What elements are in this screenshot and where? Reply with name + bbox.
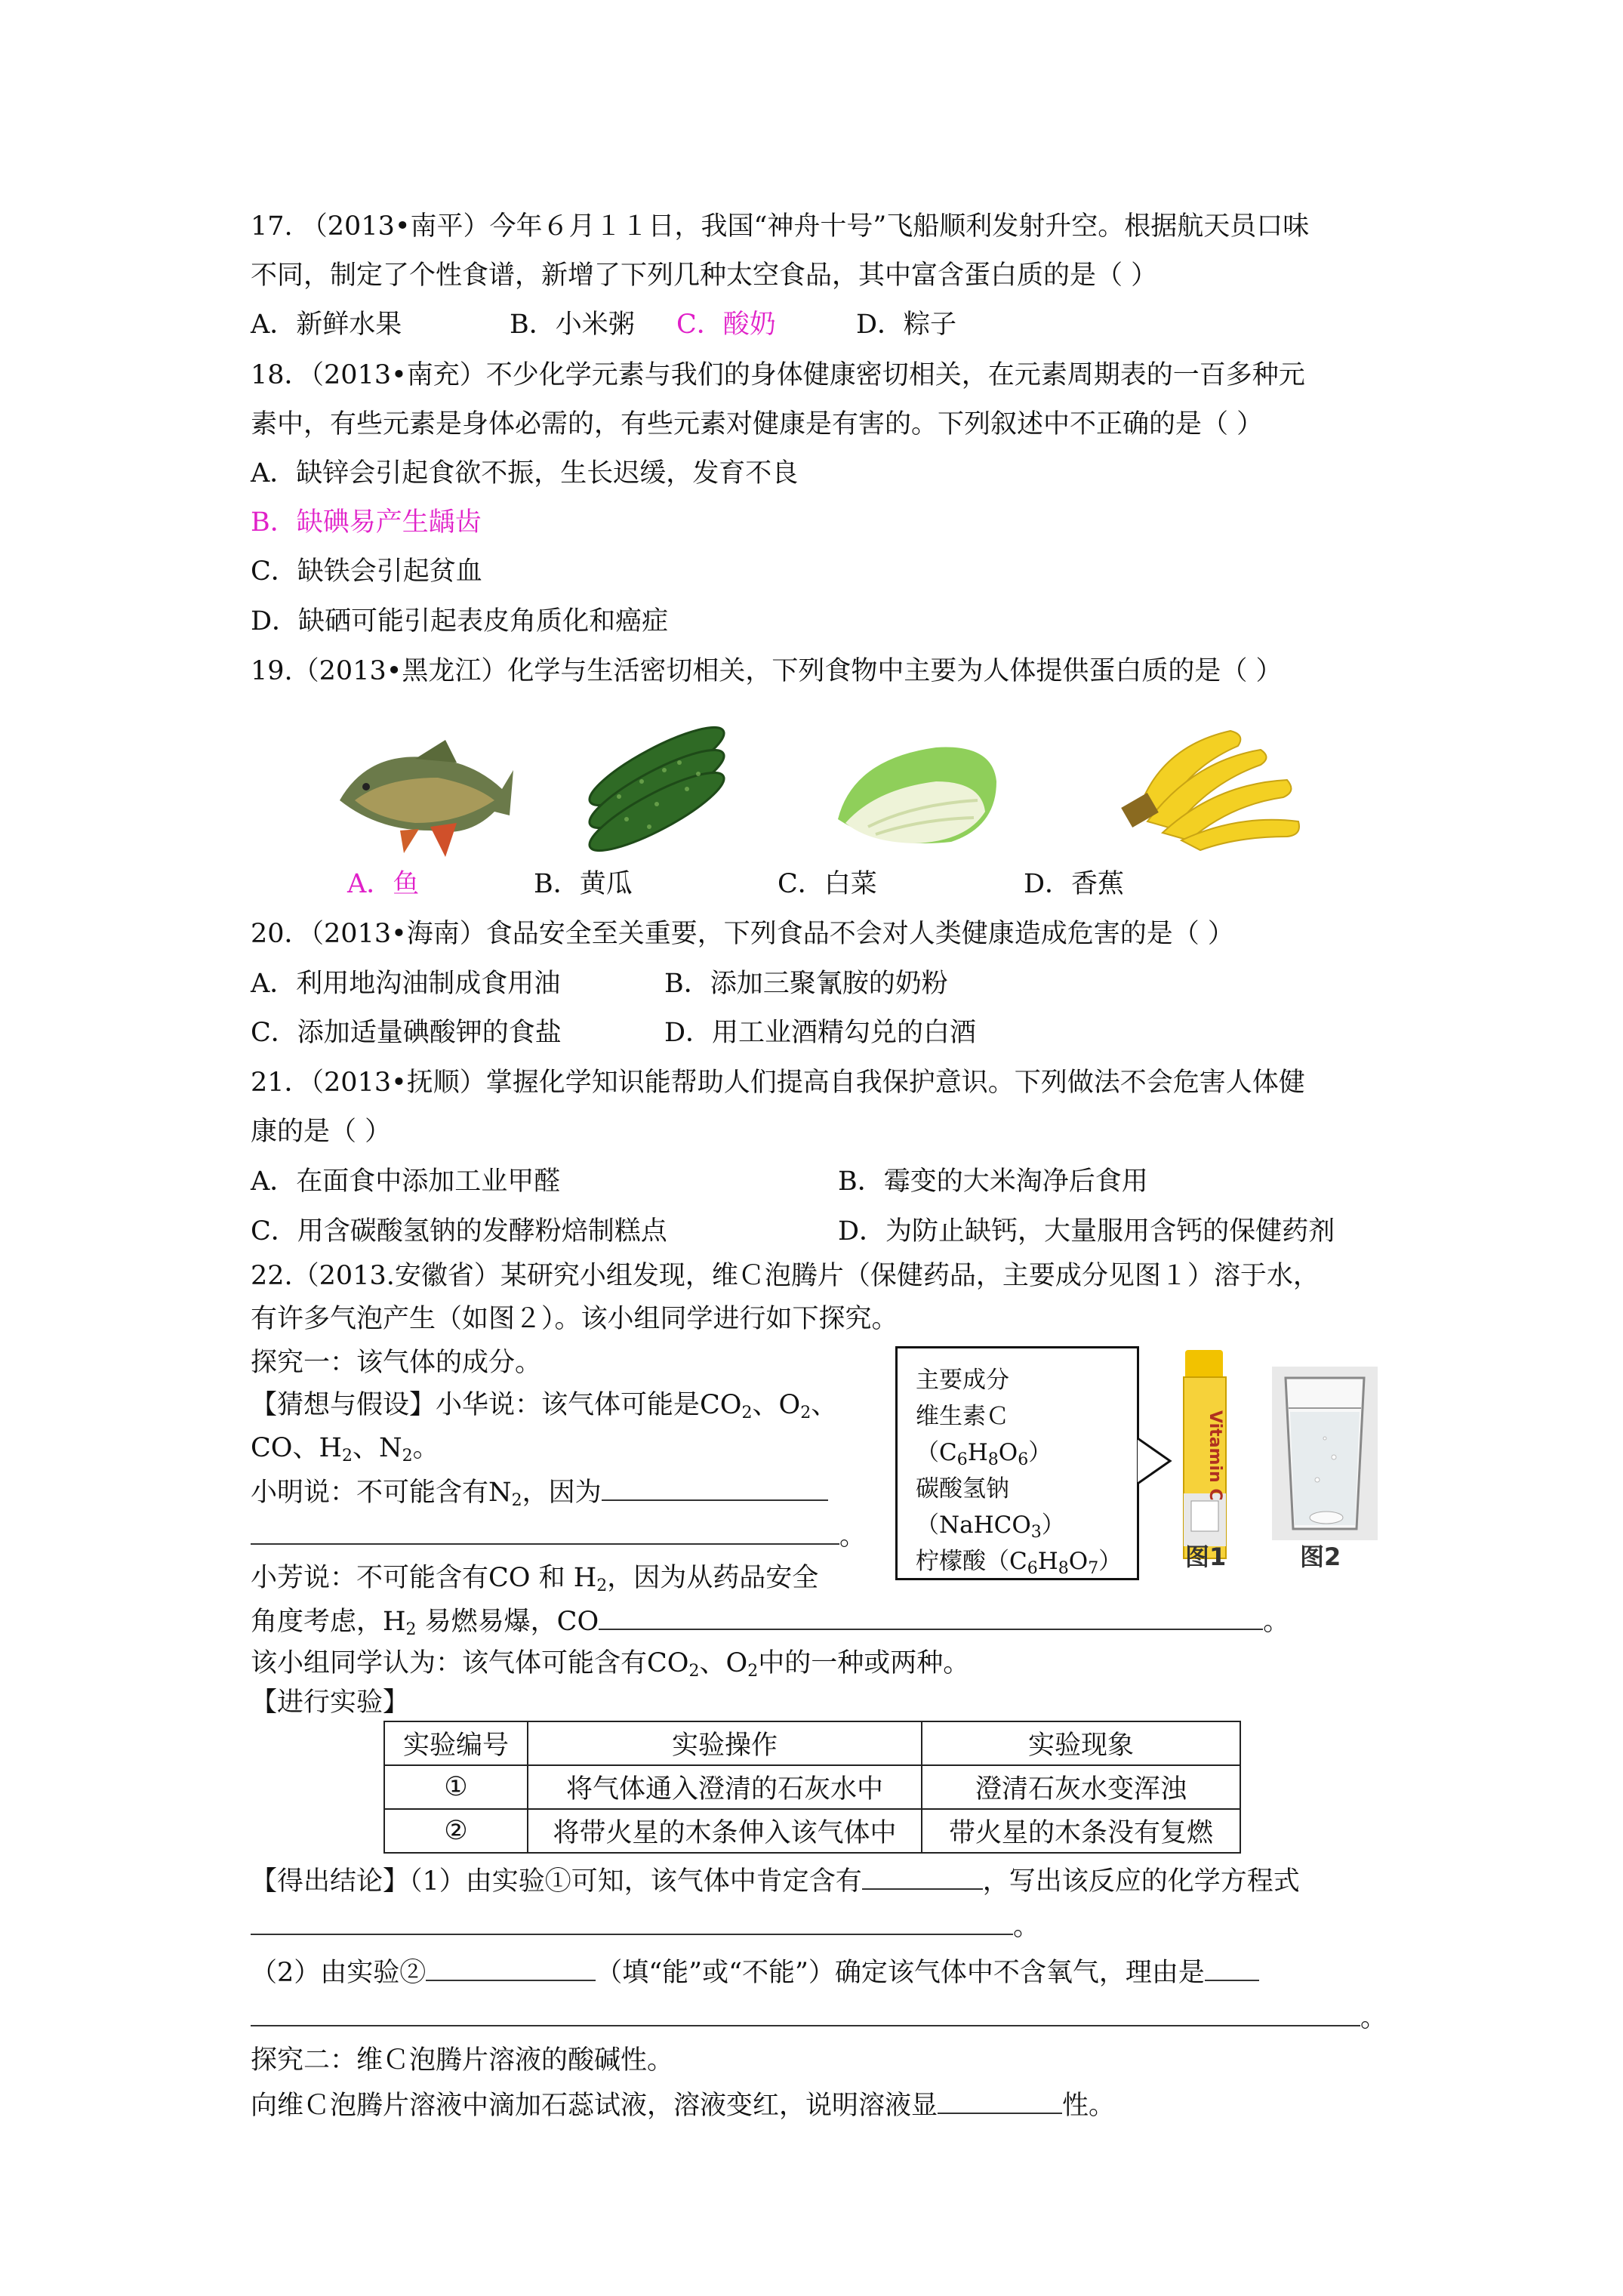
- q20-option-d[interactable]: D．用工业酒精勾兑的白酒: [664, 1018, 977, 1048]
- flammable-text: 易燃易爆，CO: [416, 1607, 599, 1637]
- h2-text: H: [573, 1563, 597, 1593]
- group-end-text: 中的一种或两种。: [758, 1648, 970, 1678]
- o2-text: O: [725, 1648, 748, 1678]
- conclusion-2-mid: （填“能”或“不能”）确定该气体中不含氧气，理由是: [596, 1958, 1205, 1988]
- cit-h: H: [1037, 1548, 1058, 1575]
- q19-option-c[interactable]: C．白菜: [778, 869, 877, 899]
- period: 。: [412, 1433, 439, 1463]
- conclusion-line2: [251, 1954, 1259, 1990]
- angle-line: [251, 1603, 1289, 1639]
- acidity-blank[interactable]: [938, 2087, 1062, 2114]
- period: 。: [1263, 1607, 1290, 1637]
- nahco3-sub: 3: [1030, 1523, 1042, 1542]
- q19-option-b[interactable]: B．黄瓜: [534, 869, 633, 899]
- table-cell: ②: [384, 1809, 528, 1853]
- n2-text: N: [379, 1433, 402, 1463]
- vitamin-c-tube-image: [1169, 1350, 1240, 1569]
- vc-sub: 6: [1018, 1450, 1029, 1469]
- cabbage-image: [823, 729, 1004, 853]
- cit-sub: 8: [1058, 1559, 1069, 1578]
- comma: 、: [699, 1648, 726, 1678]
- litmus-text: 向维Ｃ泡腾片溶液中滴加石蕊试液，溶液变红，说明溶液显: [251, 2091, 938, 2121]
- table-cell: 将气体通入澄清的石灰水中: [528, 1765, 922, 1809]
- litmus-end: 性。: [1062, 2091, 1116, 2121]
- equation-line: [251, 1908, 1039, 1944]
- hypothesis-line2: [251, 1431, 439, 1465]
- figure-2-label: 图2: [1300, 1542, 1341, 1571]
- co2-subscript: 2: [741, 1404, 753, 1422]
- table-header-row: [384, 1721, 1240, 1765]
- sodium-bicarbonate-formula: 碳酸氢钠（NaHCO$_3$）: [916, 1475, 1065, 1542]
- ming-text: 小明说：不可能含有: [251, 1478, 489, 1508]
- gas-blank[interactable]: [862, 1863, 983, 1890]
- q20-option-a[interactable]: A．利用地沟油制成食用油: [251, 969, 561, 999]
- cit-sub: 7: [1088, 1559, 1099, 1578]
- h2-subscript: 2: [596, 1576, 608, 1595]
- q21-option-a[interactable]: A．在面食中添加工业甲醛: [251, 1166, 561, 1197]
- q18-option-d[interactable]: D．缺硒可能引起表皮角质化和癌症: [251, 606, 669, 636]
- o2-subscript: 2: [747, 1662, 759, 1681]
- q18-option-a[interactable]: A．缺锌会引起食欲不振，生长迟缓，发育不良: [251, 458, 799, 488]
- experiment-table: [383, 1721, 1241, 1854]
- vc-h: H: [967, 1439, 988, 1466]
- comma: 、: [811, 1390, 838, 1420]
- conclusion-2-text: （2）由实验②: [251, 1958, 427, 1988]
- q21-stem-line1: 21．（2013•抚顺）掌握化学知识能帮助人们提高自我保护意识。下列做法不会危害人体健: [251, 1068, 1305, 1098]
- conclusion-heading: 【得出结论】: [251, 1866, 410, 1897]
- header-cell: 实验现象: [922, 1721, 1240, 1765]
- group-conclusion: [251, 1646, 969, 1681]
- citric-text: 柠檬酸（C: [916, 1548, 1027, 1575]
- comma: 、: [353, 1433, 380, 1463]
- q17-option-a[interactable]: A．新鲜水果: [251, 310, 402, 340]
- fish-image: [325, 717, 517, 861]
- header-cell: 实验操作: [528, 1721, 922, 1765]
- can-cannot-blank[interactable]: [426, 1954, 596, 1981]
- ming-reason-blank[interactable]: [602, 1474, 828, 1501]
- vc-text: 维生素Ｃ（C: [916, 1403, 1009, 1466]
- table-row: [384, 1765, 1240, 1809]
- n2-subscript: 2: [402, 1447, 413, 1465]
- conclusion-1-text: （1）由实验①可知，该气体中肯定含有: [409, 1866, 862, 1897]
- q21-option-d[interactable]: D．为防止缺钙，大量服用含钙的保健药剂: [838, 1216, 1335, 1247]
- q18-stem-line1: 18．（2013•南充）不少化学元素与我们的身体健康密切相关，在元素周期表的一百多种元: [251, 360, 1305, 390]
- q19-option-a-answer[interactable]: A．鱼: [347, 869, 420, 899]
- co2-text: CO: [700, 1390, 742, 1420]
- vitamin-c-formula: 维生素$C(C_6H_8O_6)$: [916, 1403, 1052, 1469]
- period: 。: [1013, 1912, 1040, 1942]
- table-cell: 将带火星的木条伸入该气体中: [528, 1809, 922, 1853]
- vc-sub: 8: [987, 1450, 999, 1469]
- citric-acid-formula: 柠檬酸$(C_6H_8O_7)$: [916, 1548, 1123, 1578]
- because-text: ，因为从药品安全: [607, 1563, 819, 1593]
- q19-stem-line1: 19.（2013•黑龙江）化学与生活密切相关，下列食物中主要为人体提供蛋白质的是（ ）: [251, 656, 1283, 686]
- q17-option-d[interactable]: D．粽子: [856, 310, 957, 340]
- q22-stem-line1: 22.（2013.安徽省）某研究小组发现，维Ｃ泡腾片（保健药品，主要成分见图１）溶于水，: [251, 1261, 1320, 1291]
- figure-1-label: 图1: [1185, 1542, 1227, 1571]
- nahco3-text: 碳酸氢钠（NaHCO: [916, 1475, 1031, 1539]
- o2-subscript: 2: [800, 1404, 812, 1422]
- hypothesis-heading: 【猜想与假设】: [251, 1390, 436, 1420]
- co-text: CO 和: [488, 1563, 565, 1593]
- n2-subscript: 2: [511, 1491, 522, 1510]
- h2-subscript: 2: [342, 1447, 353, 1465]
- q20-option-b[interactable]: B．添加三聚氰胺的奶粉: [664, 969, 948, 999]
- q21-option-c[interactable]: C．用含碳酸氢钠的发酵粉焙制糕点: [251, 1216, 667, 1247]
- hua-statement: 小华说：该气体可能是: [436, 1390, 701, 1420]
- composition-box: [895, 1346, 1139, 1580]
- cit-o: O: [1068, 1548, 1089, 1575]
- h2-subscript: 2: [405, 1620, 417, 1639]
- reason-blank-2[interactable]: [251, 1999, 1360, 2026]
- n2-text: N: [488, 1478, 512, 1508]
- ming-reason-continued: [251, 1518, 866, 1554]
- reason-continued-line: [251, 1999, 1387, 2036]
- h2-text: H: [383, 1607, 406, 1637]
- q17-option-b[interactable]: B．小米粥: [510, 310, 635, 340]
- explore1-heading: 探究一：该气体的成分。: [251, 1348, 542, 1378]
- q17-option-c-answer[interactable]: C．酸奶: [676, 310, 776, 340]
- q17-stem-line2: 不同，制定了个性食谱，新增了下列几种太空食品，其中富含蛋白质的是（ ）: [251, 260, 1158, 291]
- tube-brand-text: Vitamin C: [1206, 1410, 1224, 1501]
- table-cell: 澄清石灰水变浑浊: [922, 1765, 1240, 1809]
- co-reason-blank[interactable]: [599, 1603, 1263, 1630]
- q18-option-c[interactable]: C．缺铁会引起贫血: [251, 556, 482, 587]
- ming-reason-blank-2[interactable]: [251, 1518, 839, 1545]
- because-text: ，因为: [522, 1478, 602, 1508]
- banana-image: [1117, 716, 1306, 855]
- experiment-heading: 【进行实验】: [251, 1687, 410, 1718]
- q20-stem-line1: 20．（2013•海南）食品安全至关重要，下列食品不会对人类健康造成危害的是（ ）: [251, 919, 1234, 949]
- conclusion-line1: [251, 1863, 1300, 1899]
- co-text: CO、: [251, 1433, 319, 1463]
- q17-stem-line1: 17. （2013•南平）今年６月１１日，我国“神舟十号”飞船顺利发射升空。根据航天员口味: [251, 211, 1310, 242]
- q18-option-b-answer[interactable]: B．缺碘易产生龋齿: [251, 507, 482, 538]
- equation-blank[interactable]: [251, 1908, 1013, 1935]
- ming-statement: [251, 1474, 828, 1510]
- table-row: [384, 1809, 1240, 1853]
- table-cell: ①: [384, 1765, 528, 1809]
- cucumber-image: [574, 721, 744, 857]
- header-cell: 实验编号: [384, 1721, 528, 1765]
- vc-o: O: [998, 1439, 1018, 1466]
- q21-option-b[interactable]: B．霉变的大米淘净后食用: [838, 1166, 1148, 1197]
- h2-text: H: [319, 1433, 343, 1463]
- cit-sub: 6: [1027, 1559, 1038, 1578]
- q20-option-c[interactable]: C．添加适量碘酸钾的食盐: [251, 1018, 562, 1048]
- explore2-heading: 探究二：维Ｃ泡腾片溶液的酸碱性。: [251, 2045, 674, 2076]
- o2-text: O: [778, 1390, 801, 1420]
- co2-subscript: 2: [688, 1662, 700, 1681]
- comma: 、: [752, 1390, 779, 1420]
- q19-option-d[interactable]: D．香蕉: [1024, 869, 1125, 899]
- litmus-line: [251, 2087, 1115, 2123]
- group-text: 该小组同学认为：该气体可能含有: [251, 1648, 648, 1678]
- q21-stem-line2: 康的是（ ）: [251, 1117, 392, 1147]
- table-cell: 带火星的木条没有复燃: [922, 1809, 1240, 1853]
- q22-stem-line2: 有许多气泡产生（如图２）。该小组同学进行如下探究。: [251, 1304, 898, 1334]
- fang-text: 小芳说：不可能含有: [251, 1563, 489, 1593]
- period: 。: [1360, 2003, 1387, 2033]
- glass-of-water-image: [1272, 1367, 1378, 1540]
- conclusion-1-end: ，写出该反应的化学方程式: [982, 1866, 1300, 1897]
- period: 。: [839, 1521, 867, 1552]
- angle-text: 角度考虑，: [251, 1607, 383, 1637]
- hypothesis-line1: [251, 1388, 837, 1422]
- reason-blank[interactable]: [1205, 1954, 1259, 1981]
- fang-statement: [251, 1561, 818, 1595]
- q18-stem-line2: 素中，有些元素是身体必需的，有些元素对健康是有害的。下列叙述中不正确的是（ ）: [251, 409, 1264, 439]
- co2-text: CO: [647, 1648, 689, 1678]
- composition-title: 主要成分: [916, 1367, 1009, 1394]
- vc-sub: 6: [956, 1450, 968, 1469]
